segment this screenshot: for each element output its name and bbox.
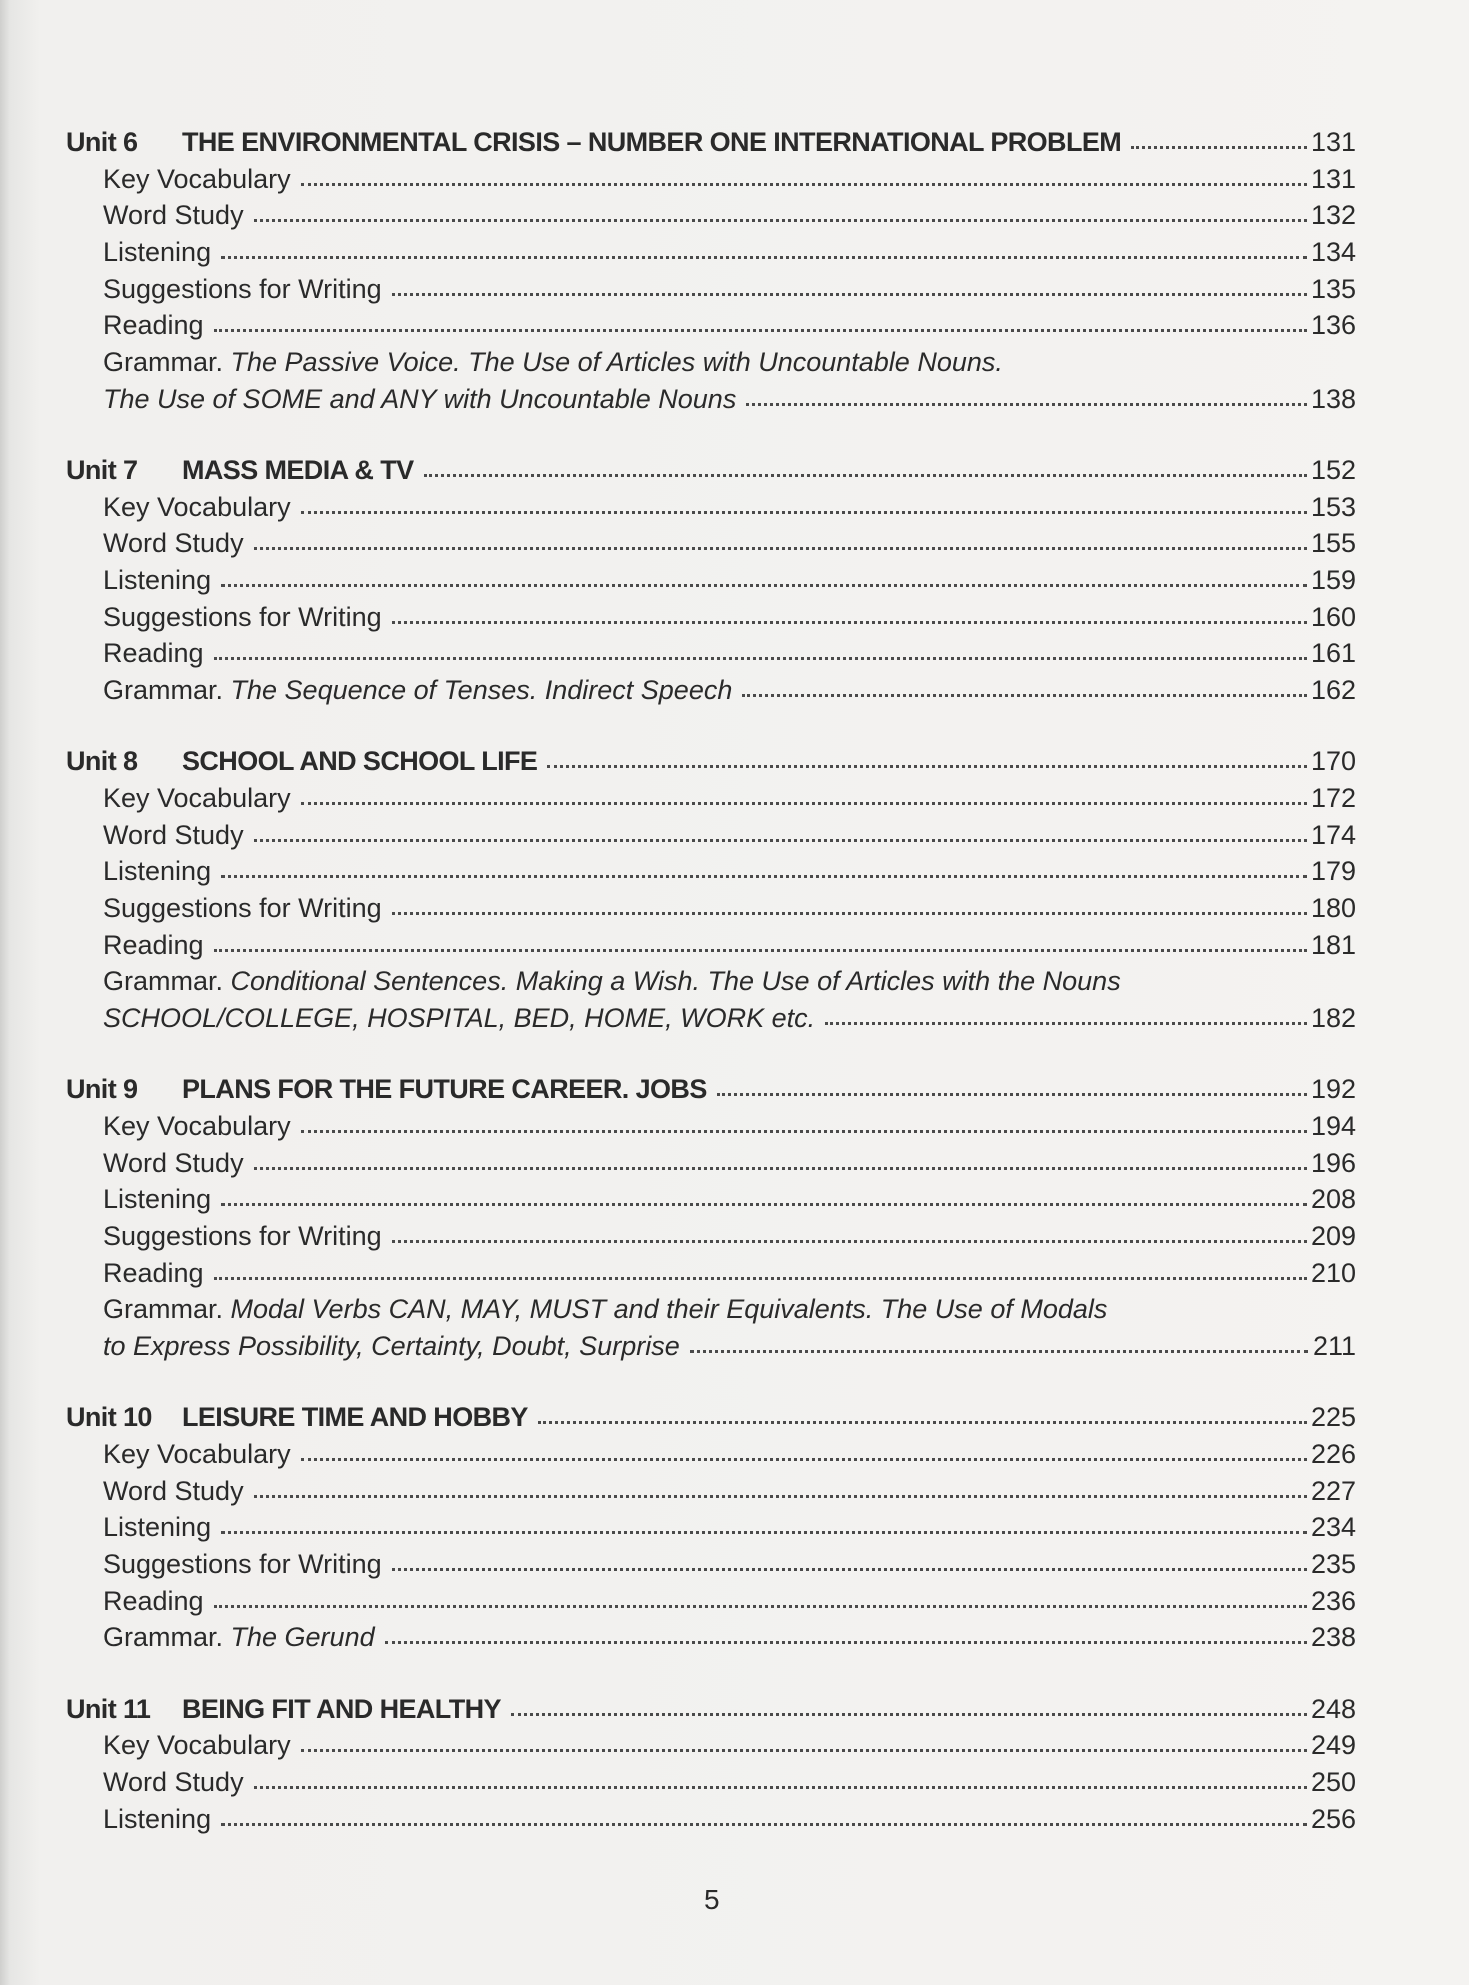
entry-label: Suggestions for Writing bbox=[103, 1221, 382, 1252]
entry-label: Key Vocabulary bbox=[103, 1111, 291, 1141]
dot-leader bbox=[214, 656, 1307, 660]
toc-entry bbox=[66, 890, 1356, 927]
grammar-prefix: Grammar. bbox=[103, 966, 231, 997]
entry-page-number: 196 bbox=[1310, 1147, 1356, 1178]
dot-leader bbox=[690, 1349, 1308, 1353]
dot-leader bbox=[424, 473, 1307, 477]
unit-title: PLANS FOR THE FUTURE CAREER. JOBS bbox=[182, 1074, 707, 1105]
unit-page-number: 192 bbox=[1310, 1074, 1356, 1105]
toc-entry bbox=[66, 1181, 1356, 1218]
entry-label: Key Vocabulary bbox=[103, 1730, 291, 1761]
toc-entry bbox=[66, 525, 1356, 562]
entry-page-number: 135 bbox=[1310, 273, 1356, 304]
dot-leader bbox=[547, 764, 1307, 768]
grammar-topics: SCHOOL/COLLEGE, HOSPITAL, BED, HOME, WORK etc. bbox=[103, 1003, 816, 1034]
grammar-page-number: 162 bbox=[1310, 675, 1356, 706]
entry-page-number: 210 bbox=[1310, 1257, 1356, 1288]
toc-entry bbox=[66, 1436, 1356, 1473]
unit-number: Unit 6 bbox=[66, 127, 138, 157]
grammar-topics: The Sequence of Tenses. Indirect Speech bbox=[230, 675, 733, 706]
entry-page-number: 172 bbox=[1310, 783, 1356, 813]
unit-number: Unit 9 bbox=[66, 1074, 138, 1105]
grammar-entry-line bbox=[66, 344, 1356, 381]
entry-page-number: 174 bbox=[1310, 819, 1356, 850]
grammar-prefix: Grammar. bbox=[103, 347, 231, 378]
entry-label: Key Vocabulary bbox=[103, 491, 291, 522]
entry-label: Listening bbox=[103, 565, 212, 596]
toc-entry bbox=[66, 1145, 1356, 1182]
toc-entry bbox=[66, 635, 1356, 672]
grammar-entry-line bbox=[66, 963, 1356, 1000]
entry-page-number: 134 bbox=[1310, 237, 1356, 268]
toc-entry bbox=[66, 1764, 1356, 1801]
grammar-prefix: Grammar. bbox=[103, 675, 231, 706]
toc-entry bbox=[66, 1727, 1356, 1764]
entry-page-number: 153 bbox=[1310, 491, 1356, 522]
unit-number: Unit 11 bbox=[66, 1693, 151, 1724]
entry-label: Reading bbox=[103, 929, 204, 960]
dot-leader bbox=[221, 583, 1307, 587]
dot-leader bbox=[392, 911, 1307, 915]
toc-entry bbox=[66, 271, 1356, 308]
entry-label: Suggestions for Writing bbox=[103, 601, 382, 632]
grammar-topics: The Gerund bbox=[230, 1622, 375, 1653]
unit-section bbox=[66, 1399, 1356, 1656]
unit-heading bbox=[66, 743, 1356, 780]
entry-page-number: 159 bbox=[1310, 565, 1356, 596]
dot-leader bbox=[254, 1494, 1307, 1498]
dot-leader bbox=[1131, 145, 1307, 149]
dot-leader bbox=[254, 838, 1307, 842]
unit-number: Unit 10 bbox=[66, 1402, 152, 1433]
toc-entry bbox=[66, 197, 1356, 234]
dot-leader bbox=[221, 1822, 1307, 1826]
toc-entry bbox=[66, 1583, 1356, 1620]
entry-label: Word Study bbox=[103, 1767, 244, 1797]
grammar-topics: Modal Verbs CAN, MAY, MUST and their Equivalents. The Use of Modals bbox=[230, 1294, 1108, 1325]
toc-entry bbox=[66, 1509, 1356, 1546]
dot-leader bbox=[538, 1420, 1307, 1424]
entry-label: Listening bbox=[103, 1184, 212, 1215]
entry-label: Listening bbox=[103, 856, 212, 887]
unit-number: Unit 7 bbox=[66, 455, 138, 485]
grammar-topics: The Passive Voice. The Use of Articles with Uncountable Nouns. bbox=[230, 347, 1003, 378]
grammar-entry-line bbox=[66, 1328, 1356, 1365]
entry-label: Suggestions for Writing bbox=[103, 1549, 382, 1580]
entry-label: Word Study bbox=[103, 528, 244, 559]
dot-leader bbox=[392, 292, 1307, 296]
entry-page-number: 256 bbox=[1310, 1803, 1356, 1834]
entry-page-number: 179 bbox=[1310, 856, 1356, 887]
grammar-page-number: 238 bbox=[1310, 1622, 1356, 1653]
entry-page-number: 181 bbox=[1310, 929, 1356, 960]
toc-entry bbox=[66, 1108, 1356, 1145]
dot-leader bbox=[392, 620, 1307, 624]
entry-label: Word Study bbox=[103, 1147, 244, 1178]
toc-entry bbox=[66, 307, 1356, 344]
dot-leader bbox=[301, 1457, 1307, 1461]
dot-leader bbox=[214, 1604, 1307, 1608]
dot-leader bbox=[214, 948, 1307, 952]
grammar-topics: Conditional Sentences. Making a Wish. The Use of Articles with the Nouns bbox=[230, 966, 1121, 997]
toc-entry bbox=[66, 780, 1356, 817]
dot-leader bbox=[511, 1712, 1307, 1716]
entry-label: Word Study bbox=[103, 1475, 244, 1506]
entry-page-number: 227 bbox=[1310, 1475, 1356, 1506]
unit-section bbox=[66, 1691, 1356, 1838]
unit-heading bbox=[66, 124, 1356, 161]
dot-leader bbox=[301, 801, 1307, 805]
unit-title: MASS MEDIA & TV bbox=[182, 455, 414, 485]
dot-leader bbox=[825, 1021, 1307, 1025]
entry-page-number: 160 bbox=[1310, 601, 1356, 632]
dot-leader bbox=[254, 1166, 1307, 1170]
grammar-entry-line bbox=[66, 381, 1356, 418]
grammar-page-number: 138 bbox=[1310, 383, 1356, 414]
unit-title: SCHOOL AND SCHOOL LIFE bbox=[182, 746, 538, 777]
grammar-page-number: 182 bbox=[1310, 1003, 1356, 1034]
grammar-entry-line bbox=[66, 1000, 1356, 1037]
entry-label: Reading bbox=[103, 638, 204, 669]
dot-leader bbox=[221, 255, 1307, 259]
toc-entry bbox=[66, 927, 1356, 964]
unit-page-number: 152 bbox=[1310, 455, 1356, 485]
unit-heading bbox=[66, 452, 1356, 489]
grammar-prefix: Grammar. bbox=[103, 1294, 231, 1325]
entry-page-number: 249 bbox=[1310, 1730, 1356, 1761]
dot-leader bbox=[742, 693, 1307, 697]
dot-leader bbox=[221, 1202, 1307, 1206]
unit-section bbox=[66, 743, 1356, 1037]
entry-page-number: 208 bbox=[1310, 1184, 1356, 1215]
dot-leader bbox=[214, 328, 1307, 332]
dot-leader bbox=[385, 1640, 1307, 1644]
entry-page-number: 226 bbox=[1310, 1439, 1356, 1469]
unit-section bbox=[66, 1071, 1356, 1365]
unit-heading bbox=[66, 1071, 1356, 1108]
dot-leader bbox=[254, 218, 1307, 222]
dot-leader bbox=[301, 182, 1307, 186]
entry-page-number: 132 bbox=[1310, 200, 1356, 231]
unit-page-number: 248 bbox=[1310, 1693, 1356, 1724]
dot-leader bbox=[301, 510, 1307, 514]
grammar-entry-line bbox=[66, 672, 1356, 709]
toc-entry bbox=[66, 161, 1356, 198]
dot-leader bbox=[221, 874, 1307, 878]
toc-entry bbox=[66, 234, 1356, 271]
entry-label: Word Study bbox=[103, 200, 244, 231]
entry-label: Key Vocabulary bbox=[103, 783, 291, 813]
toc-entry bbox=[66, 562, 1356, 599]
unit-page-number: 225 bbox=[1310, 1402, 1356, 1433]
grammar-page-number: 211 bbox=[1312, 1331, 1356, 1362]
dot-leader bbox=[254, 546, 1307, 550]
entry-page-number: 161 bbox=[1310, 638, 1356, 669]
entry-label: Suggestions for Writing bbox=[103, 893, 382, 924]
unit-section bbox=[66, 124, 1356, 418]
unit-section bbox=[66, 452, 1356, 709]
toc-entry bbox=[66, 1801, 1356, 1838]
dot-leader bbox=[221, 1530, 1307, 1534]
unit-title: LEISURE TIME AND HOBBY bbox=[182, 1402, 528, 1433]
grammar-topics: The Use of SOME and ANY with Uncountable Nouns bbox=[103, 383, 737, 414]
toc-entry bbox=[66, 853, 1356, 890]
entry-page-number: 209 bbox=[1310, 1221, 1356, 1252]
dot-leader bbox=[214, 1276, 1307, 1280]
entry-page-number: 131 bbox=[1310, 163, 1356, 194]
toc-entry bbox=[66, 1218, 1356, 1255]
table-of-contents bbox=[66, 124, 1356, 1872]
unit-page-number: 131 bbox=[1310, 127, 1356, 157]
unit-heading bbox=[66, 1399, 1356, 1436]
entry-page-number: 236 bbox=[1310, 1585, 1356, 1616]
entry-label: Suggestions for Writing bbox=[103, 273, 382, 304]
toc-entry bbox=[66, 1473, 1356, 1510]
dot-leader bbox=[301, 1748, 1307, 1752]
unit-page-number: 170 bbox=[1310, 746, 1356, 777]
entry-page-number: 136 bbox=[1310, 310, 1356, 341]
grammar-entry-line bbox=[66, 1291, 1356, 1328]
dot-leader bbox=[392, 1239, 1307, 1243]
unit-title: THE ENVIRONMENTAL CRISIS – NUMBER ONE INTERNATIONAL PROBLEM bbox=[182, 127, 1122, 157]
entry-page-number: 194 bbox=[1310, 1111, 1356, 1141]
dot-leader bbox=[254, 1785, 1307, 1789]
entry-page-number: 250 bbox=[1310, 1767, 1356, 1797]
toc-entry bbox=[66, 817, 1356, 854]
dot-leader bbox=[392, 1567, 1307, 1571]
dot-leader bbox=[746, 402, 1307, 406]
toc-entry bbox=[66, 599, 1356, 636]
entry-label: Reading bbox=[103, 1585, 204, 1616]
entry-label: Listening bbox=[103, 1803, 212, 1834]
entry-label: Key Vocabulary bbox=[103, 1439, 291, 1469]
entry-label: Listening bbox=[103, 237, 212, 268]
grammar-prefix: Grammar. bbox=[103, 1622, 231, 1653]
entry-label: Key Vocabulary bbox=[103, 163, 291, 194]
page-number-text: 5 bbox=[704, 1884, 720, 1915]
entry-page-number: 180 bbox=[1310, 893, 1356, 924]
unit-heading bbox=[66, 1691, 1356, 1728]
entry-label: Reading bbox=[103, 310, 204, 341]
dot-leader bbox=[717, 1092, 1307, 1096]
unit-title: BEING FIT AND HEALTHY bbox=[182, 1693, 501, 1724]
entry-label: Listening bbox=[103, 1512, 212, 1543]
dot-leader bbox=[301, 1129, 1307, 1133]
entry-page-number: 155 bbox=[1310, 528, 1356, 559]
entry-label: Word Study bbox=[103, 819, 244, 850]
toc-entry bbox=[66, 489, 1356, 526]
toc-entry bbox=[66, 1546, 1356, 1583]
toc-entry bbox=[66, 1255, 1356, 1292]
entry-page-number: 235 bbox=[1310, 1549, 1356, 1580]
grammar-topics: to Express Possibility, Certainty, Doubt, Surprise bbox=[103, 1331, 680, 1362]
unit-number: Unit 8 bbox=[66, 746, 138, 777]
grammar-entry-line bbox=[66, 1619, 1356, 1656]
entry-label: Reading bbox=[103, 1257, 204, 1288]
entry-page-number: 234 bbox=[1310, 1512, 1356, 1543]
